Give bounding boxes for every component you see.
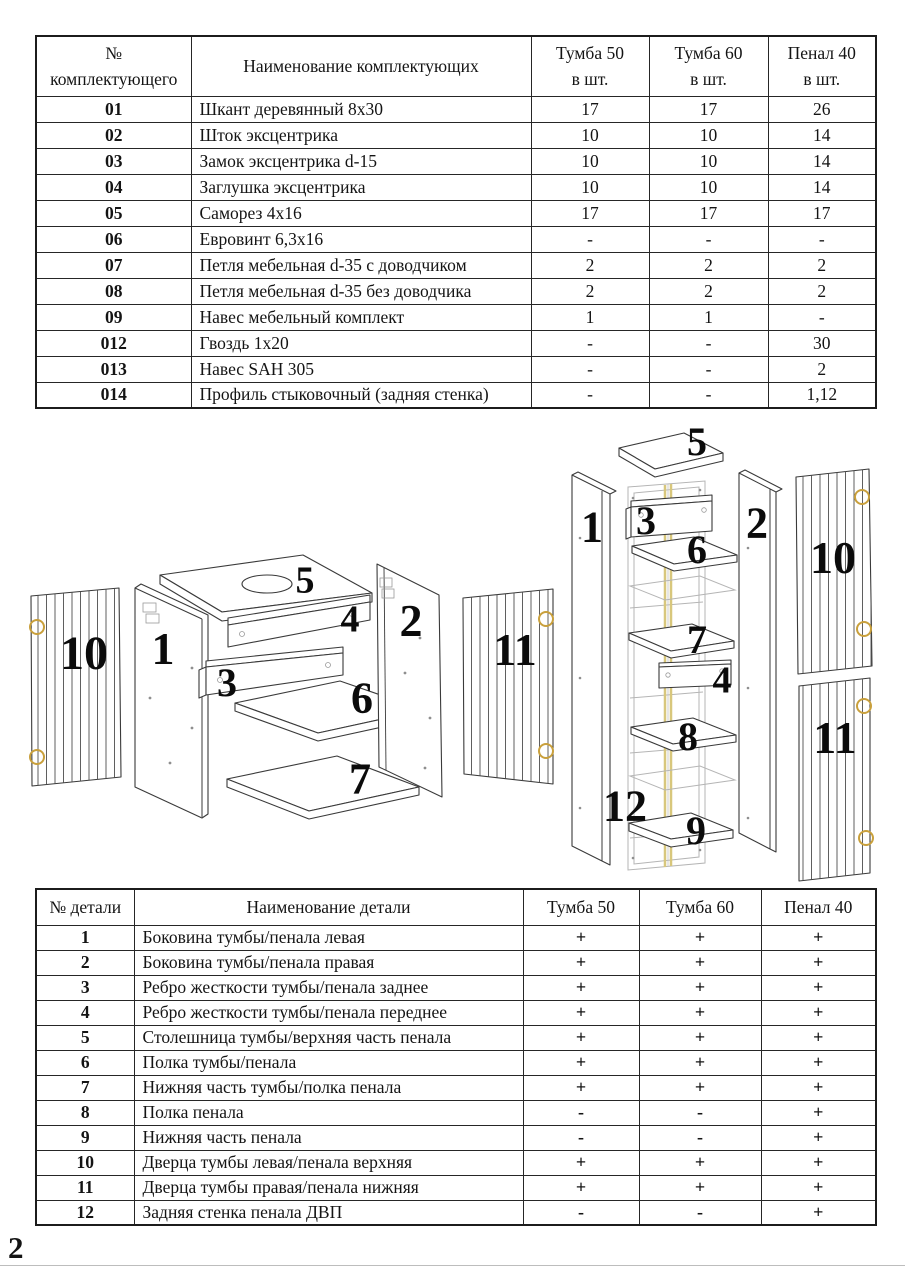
- component-row: [36, 148, 876, 174]
- value-penal-40: +: [761, 1000, 876, 1025]
- component-row: [36, 96, 876, 122]
- value-tumba-60: +: [639, 925, 761, 950]
- value-penal-40: +: [761, 1125, 876, 1150]
- value-penal-40: 2: [768, 252, 876, 278]
- value-penal-40: +: [761, 1075, 876, 1100]
- detail-row: [36, 1125, 876, 1150]
- value-penal-40: 14: [768, 122, 876, 148]
- component-row: [36, 252, 876, 278]
- value-tumba-50: +: [523, 1025, 639, 1050]
- value-penal-40: +: [761, 975, 876, 1000]
- row-name: Полка пенала: [134, 1100, 523, 1125]
- value-tumba-50: +: [523, 1000, 639, 1025]
- row-name: Боковина тумбы/пенала левая: [134, 925, 523, 950]
- component-row: [36, 382, 876, 408]
- value-penal-40: 1,12: [768, 382, 876, 408]
- component-row: [36, 278, 876, 304]
- value-tumba-60: 2: [649, 278, 768, 304]
- value-penal-40: -: [768, 226, 876, 252]
- components-table: [35, 35, 877, 409]
- bottom-rule: [0, 1265, 905, 1266]
- row-number: 9: [36, 1125, 134, 1150]
- row-number: 11: [36, 1175, 134, 1200]
- row-name: Навес мебельный комплект: [191, 304, 531, 330]
- detail-row: [36, 1150, 876, 1175]
- row-number: 1: [36, 925, 134, 950]
- exploded-diagram: [0, 418, 905, 883]
- part-label-12: 12: [603, 781, 647, 831]
- detail-row: [36, 1025, 876, 1050]
- row-name: Задняя стенка пенала ДВП: [134, 1200, 523, 1225]
- value-tumba-50: 1: [531, 304, 649, 330]
- value-penal-40: +: [761, 950, 876, 975]
- part-label-5: 5: [295, 559, 315, 602]
- row-name: Евровинт 6,3х16: [191, 226, 531, 252]
- part-label-7: 7: [687, 617, 707, 662]
- row-name: Нижняя часть пенала: [134, 1125, 523, 1150]
- value-tumba-60: -: [639, 1100, 761, 1125]
- value-penal-40: +: [761, 1150, 876, 1175]
- value-tumba-60: +: [639, 1050, 761, 1075]
- row-name: Заглушка эксцентрика: [191, 174, 531, 200]
- value-penal-40: 2: [768, 356, 876, 382]
- value-penal-40: -: [768, 304, 876, 330]
- value-tumba-50: +: [523, 1150, 639, 1175]
- detail-row: [36, 1175, 876, 1200]
- row-name: Петля мебельная d-35 с доводчиком: [191, 252, 531, 278]
- row-name: Замок эксцентрика d-15: [191, 148, 531, 174]
- value-penal-40: 17: [768, 200, 876, 226]
- col-header-tumba-60: Тумба 60: [639, 889, 761, 925]
- part-label-3: 3: [217, 660, 237, 705]
- row-number: 4: [36, 1000, 134, 1025]
- row-number: 7: [36, 1075, 134, 1100]
- value-tumba-60: -: [639, 1200, 761, 1225]
- row-number: 013: [36, 356, 191, 382]
- row-number: 6: [36, 1050, 134, 1075]
- row-number: 07: [36, 252, 191, 278]
- col-header-tumba-60: Тумба 60 в шт.: [649, 36, 768, 96]
- col-header-component-number: № комплектующего: [36, 36, 191, 96]
- row-number: 08: [36, 278, 191, 304]
- detail-row: [36, 925, 876, 950]
- value-tumba-60: +: [639, 1075, 761, 1100]
- row-number: 04: [36, 174, 191, 200]
- value-tumba-60: +: [639, 1175, 761, 1200]
- value-penal-40: +: [761, 1200, 876, 1225]
- col-header-detail-name: Наименование детали: [134, 889, 523, 925]
- component-row: [36, 226, 876, 252]
- value-tumba-60: -: [639, 1125, 761, 1150]
- value-tumba-50: 2: [531, 252, 649, 278]
- value-tumba-60: +: [639, 975, 761, 1000]
- components-table-body: [36, 96, 876, 408]
- row-name: Дверца тумбы левая/пенала верхняя: [134, 1150, 523, 1175]
- value-tumba-60: 2: [649, 252, 768, 278]
- components-table-header: [36, 36, 876, 96]
- row-number: 3: [36, 975, 134, 1000]
- value-tumba-50: -: [523, 1125, 639, 1150]
- col-header-penal-40: Пенал 40 в шт.: [768, 36, 876, 96]
- row-name: Саморез 4х16: [191, 200, 531, 226]
- part-shelf-middle-penal: [629, 624, 734, 658]
- row-name: Шток эксцентрика: [191, 122, 531, 148]
- row-name: Шкант деревянный 8х30: [191, 96, 531, 122]
- row-number: 8: [36, 1100, 134, 1125]
- value-tumba-60: -: [649, 226, 768, 252]
- part-top-panel-penal: [619, 433, 723, 477]
- row-name: Нижняя часть тумбы/полка пенала: [134, 1075, 523, 1100]
- row-number: 5: [36, 1025, 134, 1050]
- value-penal-40: +: [761, 1175, 876, 1200]
- row-name: Навес SAH 305: [191, 356, 531, 382]
- value-penal-40: 26: [768, 96, 876, 122]
- part-label-5: 5: [687, 419, 707, 464]
- detail-row: [36, 975, 876, 1000]
- value-penal-40: +: [761, 1100, 876, 1125]
- col-header-detail-number: № детали: [36, 889, 134, 925]
- part-label-6: 6: [351, 673, 373, 723]
- value-tumba-60: -: [649, 382, 768, 408]
- part-label-3: 3: [636, 498, 656, 543]
- value-tumba-60: +: [639, 1025, 761, 1050]
- detail-row: [36, 950, 876, 975]
- value-penal-40: 14: [768, 174, 876, 200]
- row-name: Петля мебельная d-35 без доводчика: [191, 278, 531, 304]
- value-tumba-60: +: [639, 950, 761, 975]
- part-label-11: 11: [813, 712, 857, 764]
- component-row: [36, 304, 876, 330]
- value-penal-40: +: [761, 1025, 876, 1050]
- col-header-component-name: Наименование комплектующих: [191, 36, 531, 96]
- row-number: 12: [36, 1200, 134, 1225]
- part-label-8: 8: [678, 714, 698, 759]
- value-tumba-50: 10: [531, 122, 649, 148]
- value-tumba-60: +: [639, 1000, 761, 1025]
- part-label-11: 11: [493, 624, 537, 676]
- part-label-7: 7: [349, 754, 371, 804]
- row-number: 2: [36, 950, 134, 975]
- part-door-left-cabinet: [30, 588, 121, 786]
- value-tumba-50: +: [523, 950, 639, 975]
- row-number: 05: [36, 200, 191, 226]
- value-tumba-50: -: [531, 226, 649, 252]
- value-tumba-60: +: [639, 1150, 761, 1175]
- row-number: 10: [36, 1150, 134, 1175]
- part-side-panel-left-cabinet: [135, 584, 208, 818]
- row-number: 03: [36, 148, 191, 174]
- row-name: Ребро жесткости тумбы/пенала переднее: [134, 1000, 523, 1025]
- value-tumba-50: 10: [531, 148, 649, 174]
- col-header-penal-40: Пенал 40: [761, 889, 876, 925]
- part-label-6: 6: [687, 527, 707, 572]
- part-label-4: 4: [712, 659, 732, 702]
- value-tumba-60: 17: [649, 96, 768, 122]
- value-penal-40: +: [761, 1050, 876, 1075]
- value-tumba-50: +: [523, 975, 639, 1000]
- part-door-right-cabinet: [463, 589, 553, 784]
- value-tumba-50: 17: [531, 200, 649, 226]
- details-table-header: [36, 889, 876, 925]
- part-label-10: 10: [60, 626, 108, 680]
- component-row: [36, 174, 876, 200]
- value-tumba-60: 10: [649, 148, 768, 174]
- row-name: Дверца тумбы правая/пенала нижняя: [134, 1175, 523, 1200]
- value-tumba-60: 1: [649, 304, 768, 330]
- value-tumba-50: -: [531, 382, 649, 408]
- value-penal-40: 30: [768, 330, 876, 356]
- part-label-1: 1: [151, 623, 175, 675]
- value-tumba-50: +: [523, 1075, 639, 1100]
- row-number: 09: [36, 304, 191, 330]
- component-row: [36, 122, 876, 148]
- row-number: 01: [36, 96, 191, 122]
- value-tumba-60: -: [649, 356, 768, 382]
- row-number: 014: [36, 382, 191, 408]
- row-number: 06: [36, 226, 191, 252]
- value-penal-40: 2: [768, 278, 876, 304]
- part-label-2: 2: [746, 498, 768, 548]
- row-number: 012: [36, 330, 191, 356]
- col-header-tumba-50: Тумба 50 в шт.: [531, 36, 649, 96]
- details-table-body: [36, 925, 876, 1225]
- value-tumba-50: -: [531, 356, 649, 382]
- detail-row: [36, 1100, 876, 1125]
- value-tumba-60: 17: [649, 200, 768, 226]
- value-tumba-50: -: [531, 330, 649, 356]
- value-tumba-50: -: [523, 1200, 639, 1225]
- value-penal-40: 14: [768, 148, 876, 174]
- value-tumba-50: +: [523, 1050, 639, 1075]
- row-name: Столешница тумбы/верхняя часть пенала: [134, 1025, 523, 1050]
- detail-row: [36, 1200, 876, 1225]
- value-tumba-60: 10: [649, 174, 768, 200]
- part-label-9: 9: [686, 808, 706, 853]
- details-table: [35, 888, 877, 1226]
- value-tumba-50: 2: [531, 278, 649, 304]
- part-label-10: 10: [810, 532, 856, 584]
- row-name: Боковина тумбы/пенала правая: [134, 950, 523, 975]
- component-row: [36, 330, 876, 356]
- row-number: 02: [36, 122, 191, 148]
- value-tumba-60: 10: [649, 122, 768, 148]
- value-tumba-50: +: [523, 925, 639, 950]
- row-name: Профиль стыковочный (задняя стенка): [191, 382, 531, 408]
- component-row: [36, 356, 876, 382]
- value-tumba-50: -: [523, 1100, 639, 1125]
- value-tumba-50: +: [523, 1175, 639, 1200]
- page-number: 2: [8, 1230, 24, 1265]
- part-door-lower-penal: [799, 678, 873, 881]
- value-tumba-50: 10: [531, 174, 649, 200]
- row-name: Ребро жесткости тумбы/пенала заднее: [134, 975, 523, 1000]
- part-label-2: 2: [399, 595, 423, 647]
- col-header-tumba-50: Тумба 50: [523, 889, 639, 925]
- part-label-1: 1: [581, 502, 603, 552]
- detail-row: [36, 1075, 876, 1100]
- part-label-4: 4: [340, 598, 360, 641]
- detail-row: [36, 1050, 876, 1075]
- detail-row: [36, 1000, 876, 1025]
- row-name: Гвоздь 1х20: [191, 330, 531, 356]
- row-name: Полка тумбы/пенала: [134, 1050, 523, 1075]
- value-tumba-50: 17: [531, 96, 649, 122]
- component-row: [36, 200, 876, 226]
- value-tumba-60: -: [649, 330, 768, 356]
- value-penal-40: +: [761, 925, 876, 950]
